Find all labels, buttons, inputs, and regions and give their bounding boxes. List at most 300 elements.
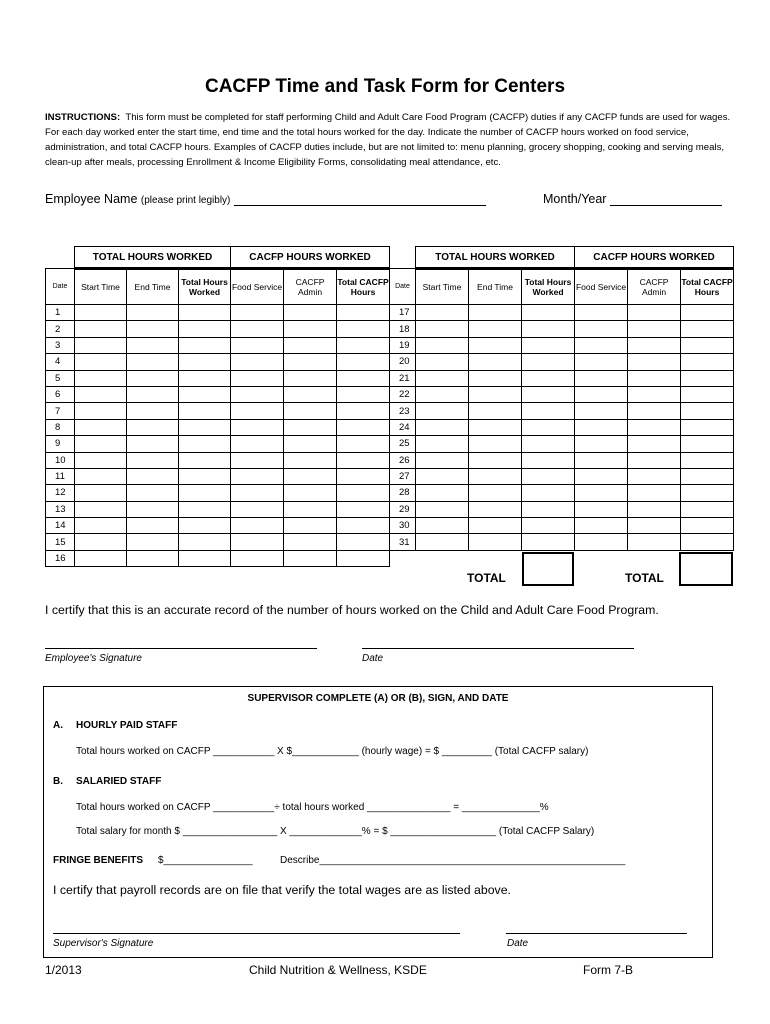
total-cacfp-label: TOTAL (625, 571, 664, 585)
day-number: 14 (46, 518, 75, 534)
total-cacfp-cell[interactable] (681, 337, 734, 353)
total-hours-cell[interactable] (522, 468, 575, 484)
cacfp-admin-cell[interactable] (284, 370, 337, 386)
fringe-benefits-label: FRINGE BENEFITS (53, 855, 144, 866)
day-row (46, 501, 390, 517)
employee-signature-label: Employee's Signature (45, 653, 142, 664)
day-number: 22 (390, 386, 416, 402)
day-number: 25 (390, 436, 416, 452)
payroll-certify-statement: I certify that payroll records are on file that verify the total wages are as listed above. (53, 883, 511, 897)
end-time-cell[interactable] (127, 419, 179, 435)
end-time-cell[interactable] (469, 337, 522, 353)
start-time-cell[interactable] (416, 305, 469, 321)
employee-signature-line[interactable] (45, 648, 317, 649)
total-hours-cell[interactable] (179, 354, 231, 370)
section-a-calculation[interactable]: Total hours worked on CACFP ___________ X $____________ (hourly wage) = $ _________ (Total CACFP salary) (76, 746, 589, 757)
food-service-cell[interactable] (231, 518, 284, 534)
day-number: 1 (46, 305, 75, 321)
food-service-cell[interactable] (231, 321, 284, 337)
end-time-cell[interactable] (469, 452, 522, 468)
total-cacfp-cell[interactable] (337, 403, 390, 419)
food-service-cell[interactable] (231, 468, 284, 484)
start-time-cell[interactable] (75, 305, 127, 321)
supervisor-heading: SUPERVISOR COMPLETE (A) OR (B), SIGN, AND DATE (247, 693, 509, 704)
cacfp-admin-cell[interactable] (628, 518, 681, 534)
day-row (390, 468, 734, 484)
food-service-cell[interactable] (575, 354, 628, 370)
end-time-cell[interactable] (127, 452, 179, 468)
day-number: 10 (46, 452, 75, 468)
end-time-cell[interactable] (469, 468, 522, 484)
total-hours-cell[interactable] (522, 485, 575, 501)
start-time-cell[interactable] (75, 386, 127, 402)
supervisor-signature-label: Supervisor's Signature (53, 938, 154, 949)
employee-date-label: Date (362, 653, 384, 664)
day-number: 21 (390, 370, 416, 386)
cacfp-admin-cell[interactable] (628, 534, 681, 550)
food-service-cell[interactable] (575, 452, 628, 468)
supervisor-date-label: Date (507, 938, 529, 949)
total-cacfp-header: Total CACFP Hours (337, 269, 390, 305)
food-service-cell[interactable] (575, 419, 628, 435)
end-time-header: End Time (469, 269, 522, 305)
total-cacfp-cell[interactable] (681, 386, 734, 402)
day-number: 13 (46, 501, 75, 517)
section-a-letter: A. (53, 720, 63, 731)
start-time-cell[interactable] (75, 403, 127, 419)
cacfp-admin-cell[interactable] (628, 501, 681, 517)
total-hours-cell[interactable] (522, 305, 575, 321)
total-hours-cell[interactable] (522, 518, 575, 534)
day-row (390, 305, 734, 321)
total-hours-label: TOTAL (467, 571, 506, 585)
total-cacfp-cell[interactable] (681, 534, 734, 550)
cacfp-admin-cell[interactable] (284, 550, 337, 566)
cacfp-admin-cell[interactable] (284, 501, 337, 517)
food-service-cell[interactable] (231, 436, 284, 452)
food-service-header: Food Service (231, 269, 284, 305)
day-number: 16 (46, 550, 75, 566)
end-time-cell[interactable] (469, 354, 522, 370)
day-number: 28 (390, 485, 416, 501)
food-service-cell[interactable] (231, 550, 284, 566)
total-hours-cell[interactable] (522, 452, 575, 468)
food-service-cell[interactable] (231, 501, 284, 517)
cacfp-admin-cell[interactable] (284, 534, 337, 550)
footer-date: 1/2013 (45, 963, 82, 977)
day-number: 31 (390, 534, 416, 550)
end-time-cell[interactable] (127, 518, 179, 534)
start-time-header: Start Time (416, 269, 469, 305)
start-time-cell[interactable] (75, 468, 127, 484)
total-cacfp-cell[interactable] (337, 419, 390, 435)
total-cacfp-cell[interactable] (337, 518, 390, 534)
start-time-cell[interactable] (75, 534, 127, 550)
cacfp-admin-cell[interactable] (628, 468, 681, 484)
day-number: 4 (46, 354, 75, 370)
day-row (46, 321, 390, 337)
total-hours-cell[interactable] (522, 419, 575, 435)
total-hours-cell[interactable] (179, 436, 231, 452)
food-service-cell[interactable] (231, 354, 284, 370)
start-time-cell[interactable] (75, 518, 127, 534)
food-service-header: Food Service (575, 269, 628, 305)
end-time-cell[interactable] (469, 485, 522, 501)
day-row (46, 452, 390, 468)
food-service-cell[interactable] (575, 501, 628, 517)
employee-name-hint: (please print legibly) (140, 195, 231, 206)
cacfp-admin-header: CACFP Admin (628, 269, 681, 305)
total-hours-cell[interactable] (179, 452, 231, 468)
cacfp-admin-cell[interactable] (628, 337, 681, 353)
total-hours-cell[interactable] (179, 534, 231, 550)
day-number: 5 (46, 370, 75, 386)
day-number: 27 (390, 468, 416, 484)
total-cacfp-cell[interactable] (681, 419, 734, 435)
cacfp-admin-cell[interactable] (628, 419, 681, 435)
form-title: CACFP Time and Task Form for Centers (204, 76, 566, 97)
total-hours-header: Total Hours Worked (179, 269, 231, 305)
day-row (46, 354, 390, 370)
total-hours-cell[interactable] (179, 386, 231, 402)
day-row (390, 452, 734, 468)
start-time-cell[interactable] (416, 370, 469, 386)
cacfp-admin-cell[interactable] (628, 485, 681, 501)
end-time-cell[interactable] (127, 403, 179, 419)
end-time-cell[interactable] (469, 370, 522, 386)
end-time-cell[interactable] (127, 485, 179, 501)
certify-statement: I certify that this is an accurate record of the number of hours worked on the Child and Adult Care Food Program. (45, 603, 659, 617)
total-hours-cell[interactable] (179, 403, 231, 419)
total-cacfp-cell[interactable] (337, 337, 390, 353)
total-hours-cell[interactable] (179, 321, 231, 337)
month-year-field[interactable] (610, 193, 722, 206)
cacfp-admin-cell[interactable] (628, 321, 681, 337)
total-cacfp-cell[interactable] (337, 305, 390, 321)
food-service-cell[interactable] (231, 485, 284, 501)
food-service-cell[interactable] (231, 337, 284, 353)
day-row (46, 518, 390, 534)
start-time-cell[interactable] (75, 354, 127, 370)
day-row (390, 321, 734, 337)
start-time-cell[interactable] (75, 485, 127, 501)
day-number: 18 (390, 321, 416, 337)
food-service-cell[interactable] (231, 305, 284, 321)
day-number: 9 (46, 436, 75, 452)
total-hours-cell[interactable] (522, 386, 575, 402)
day-number: 19 (390, 337, 416, 353)
total-hours-cell[interactable] (522, 337, 575, 353)
date-col-header: Date (46, 269, 75, 305)
date-col-header: Date (390, 269, 416, 305)
food-service-cell[interactable] (231, 534, 284, 550)
total-cacfp-cell[interactable] (337, 485, 390, 501)
employee-name-field[interactable] (234, 193, 486, 206)
total-hours-cell[interactable] (179, 370, 231, 386)
employee-date-line[interactable] (362, 648, 634, 649)
hours-table-left (45, 246, 390, 567)
cacfp-admin-cell[interactable] (284, 485, 337, 501)
day-number: 6 (46, 386, 75, 402)
supervisor-signature-line[interactable] (53, 933, 460, 934)
total-cacfp-cell[interactable] (337, 436, 390, 452)
day-row (46, 305, 390, 321)
end-time-cell[interactable] (469, 501, 522, 517)
end-time-cell[interactable] (127, 436, 179, 452)
cacfp-admin-cell[interactable] (284, 305, 337, 321)
food-service-cell[interactable] (231, 419, 284, 435)
food-service-cell[interactable] (575, 386, 628, 402)
food-service-cell[interactable] (231, 370, 284, 386)
food-service-cell[interactable] (575, 468, 628, 484)
cacfp-admin-cell[interactable] (628, 436, 681, 452)
instructions (45, 110, 735, 170)
day-row (46, 370, 390, 386)
total-hours-cell[interactable] (179, 518, 231, 534)
cacfp-admin-cell[interactable] (284, 436, 337, 452)
day-number: 20 (390, 354, 416, 370)
section-b-title: SALARIED STAFF (76, 776, 162, 787)
cacfp-admin-cell[interactable] (628, 386, 681, 402)
start-time-cell[interactable] (75, 550, 127, 566)
total-hours-cell[interactable] (522, 436, 575, 452)
day-number: 7 (46, 403, 75, 419)
start-time-cell[interactable] (416, 501, 469, 517)
end-time-cell[interactable] (127, 321, 179, 337)
start-time-cell[interactable] (416, 436, 469, 452)
food-service-cell[interactable] (575, 370, 628, 386)
day-number: 2 (46, 321, 75, 337)
food-service-cell[interactable] (575, 305, 628, 321)
day-row (390, 419, 734, 435)
start-time-cell[interactable] (416, 321, 469, 337)
end-time-cell[interactable] (127, 386, 179, 402)
section-b-hours-calculation[interactable]: Total hours worked on CACFP ___________÷ total hours worked _______________ = ______________% (76, 802, 549, 813)
day-row (390, 485, 734, 501)
start-time-header: Start Time (75, 269, 127, 305)
start-time-cell[interactable] (75, 337, 127, 353)
total-cacfp-cell[interactable] (337, 386, 390, 402)
end-time-header: End Time (127, 269, 179, 305)
start-time-cell[interactable] (416, 452, 469, 468)
day-number: 15 (46, 534, 75, 550)
day-row (46, 386, 390, 402)
employee-name-row (45, 192, 486, 206)
total-hours-cell[interactable] (179, 550, 231, 566)
total-cacfp-cell[interactable] (681, 518, 734, 534)
total-cacfp-cell[interactable] (337, 534, 390, 550)
food-service-cell[interactable] (575, 534, 628, 550)
footer-org: Child Nutrition & Wellness, KSDE (249, 963, 427, 977)
end-time-cell[interactable] (469, 305, 522, 321)
total-hours-cell[interactable] (179, 419, 231, 435)
end-time-cell[interactable] (127, 354, 179, 370)
total-hours-cell[interactable] (179, 501, 231, 517)
day-row (390, 403, 734, 419)
total-cacfp-cell[interactable] (681, 354, 734, 370)
day-row (390, 337, 734, 353)
total-cacfp-cell[interactable] (681, 321, 734, 337)
day-row (46, 485, 390, 501)
cacfp-admin-cell[interactable] (628, 452, 681, 468)
start-time-cell[interactable] (75, 370, 127, 386)
cacfp-admin-cell[interactable] (284, 337, 337, 353)
group-cacfp-hours-header: CACFP HOURS WORKED (231, 247, 390, 269)
group-total-hours-header: TOTAL HOURS WORKED (416, 247, 575, 269)
day-number: 8 (46, 419, 75, 435)
cacfp-admin-cell[interactable] (284, 354, 337, 370)
food-service-cell[interactable] (575, 321, 628, 337)
total-hours-cell[interactable] (522, 370, 575, 386)
cacfp-admin-cell[interactable] (284, 321, 337, 337)
end-time-cell[interactable] (469, 419, 522, 435)
total-cacfp-cell[interactable] (337, 452, 390, 468)
start-time-cell[interactable] (416, 534, 469, 550)
total-cacfp-box[interactable] (679, 552, 733, 586)
total-cacfp-cell[interactable] (681, 370, 734, 386)
describe-field[interactable]: Describe_______________________________________________________ (280, 855, 626, 866)
total-hours-cell[interactable] (522, 534, 575, 550)
cacfp-admin-cell[interactable] (628, 403, 681, 419)
total-hours-cell[interactable] (179, 468, 231, 484)
group-cacfp-hours-header: CACFP HOURS WORKED (575, 247, 734, 269)
day-row (46, 337, 390, 353)
food-service-cell[interactable] (231, 452, 284, 468)
day-number: 23 (390, 403, 416, 419)
start-time-cell[interactable] (75, 419, 127, 435)
instructions-label: INSTRUCTIONS: (45, 112, 121, 123)
end-time-cell[interactable] (127, 370, 179, 386)
cacfp-admin-cell[interactable] (284, 386, 337, 402)
month-year-label: Month/Year (543, 192, 607, 206)
food-service-cell[interactable] (575, 337, 628, 353)
total-cacfp-cell[interactable] (681, 452, 734, 468)
total-cacfp-cell[interactable] (681, 485, 734, 501)
section-b-salary-calculation[interactable]: Total salary for month $ _________________ X _____________% = $ ___________________ (Total CACFP Salary) (76, 826, 595, 837)
end-time-cell[interactable] (469, 436, 522, 452)
end-time-cell[interactable] (469, 534, 522, 550)
day-row (390, 501, 734, 517)
total-hours-cell[interactable] (522, 354, 575, 370)
end-time-cell[interactable] (127, 501, 179, 517)
total-cacfp-header: Total CACFP Hours (681, 269, 734, 305)
day-number: 30 (390, 518, 416, 534)
group-total-hours-header: TOTAL HOURS WORKED (75, 247, 231, 269)
food-service-cell[interactable] (575, 436, 628, 452)
start-time-cell[interactable] (75, 436, 127, 452)
start-time-cell[interactable] (416, 337, 469, 353)
total-hours-cell[interactable] (179, 305, 231, 321)
day-row (390, 386, 734, 402)
total-cacfp-cell[interactable] (337, 550, 390, 566)
fringe-benefits-field[interactable]: $________________ (158, 855, 253, 866)
total-cacfp-cell[interactable] (681, 468, 734, 484)
total-hours-cell[interactable] (522, 321, 575, 337)
end-time-cell[interactable] (469, 403, 522, 419)
total-hours-cell[interactable] (179, 337, 231, 353)
supervisor-date-line[interactable] (506, 933, 687, 934)
end-time-cell[interactable] (469, 518, 522, 534)
day-number: 12 (46, 485, 75, 501)
start-time-cell[interactable] (416, 518, 469, 534)
day-row (390, 354, 734, 370)
start-time-cell[interactable] (75, 452, 127, 468)
food-service-cell[interactable] (231, 386, 284, 402)
day-row (46, 550, 390, 566)
total-cacfp-cell[interactable] (337, 468, 390, 484)
day-row (46, 403, 390, 419)
day-row (46, 534, 390, 550)
start-time-cell[interactable] (416, 468, 469, 484)
total-hours-cell[interactable] (179, 485, 231, 501)
food-service-cell[interactable] (231, 403, 284, 419)
start-time-cell[interactable] (75, 501, 127, 517)
total-cacfp-cell[interactable] (681, 403, 734, 419)
start-time-cell[interactable] (416, 485, 469, 501)
footer-form-number: Form 7-B (583, 963, 634, 977)
employee-name-label: Employee Name (45, 192, 138, 206)
cacfp-admin-cell[interactable] (284, 518, 337, 534)
day-row (390, 518, 734, 534)
hours-table-right (389, 246, 734, 551)
end-time-cell[interactable] (469, 386, 522, 402)
end-time-cell[interactable] (127, 468, 179, 484)
cacfp-admin-cell[interactable] (628, 305, 681, 321)
day-number: 26 (390, 452, 416, 468)
instructions-text: This form must be completed for staff performing Child and Adult Care Food Program (CACFP) duties if any CACFP funds are used for wages. For each day worked enter the start time, end time and the total hours worked for the day. Indicate the number of CACFP hours worked on food service, administration, and total CACFP hours. Examples of CACFP duties include, but are not limited to: menu planning, grocery shopping, cooking and serving meals, clean-up after meals, processing Enrollment & Income Eligibility Forms, consolidating meal attendance, etc. (45, 112, 731, 168)
total-cacfp-cell[interactable] (681, 305, 734, 321)
total-cacfp-cell[interactable] (681, 436, 734, 452)
total-cacfp-cell[interactable] (337, 354, 390, 370)
total-hours-cell[interactable] (522, 403, 575, 419)
end-time-cell[interactable] (127, 534, 179, 550)
start-time-cell[interactable] (416, 419, 469, 435)
total-cacfp-cell[interactable] (337, 501, 390, 517)
total-cacfp-cell[interactable] (337, 370, 390, 386)
cacfp-admin-cell[interactable] (284, 419, 337, 435)
day-number: 29 (390, 501, 416, 517)
total-hours-header: Total Hours Worked (522, 269, 575, 305)
day-row (390, 436, 734, 452)
total-hours-cell[interactable] (522, 501, 575, 517)
day-row (46, 468, 390, 484)
food-service-cell[interactable] (575, 518, 628, 534)
food-service-cell[interactable] (575, 403, 628, 419)
total-cacfp-cell[interactable] (681, 501, 734, 517)
cacfp-admin-cell[interactable] (284, 468, 337, 484)
start-time-cell[interactable] (75, 321, 127, 337)
end-time-cell[interactable] (469, 321, 522, 337)
day-row (46, 419, 390, 435)
cacfp-admin-cell[interactable] (284, 452, 337, 468)
start-time-cell[interactable] (416, 403, 469, 419)
day-number: 3 (46, 337, 75, 353)
end-time-cell[interactable] (127, 550, 179, 566)
food-service-cell[interactable] (575, 485, 628, 501)
day-row (390, 370, 734, 386)
day-row (46, 436, 390, 452)
cacfp-admin-cell[interactable] (628, 354, 681, 370)
total-cacfp-cell[interactable] (337, 321, 390, 337)
total-hours-box[interactable] (522, 552, 574, 586)
end-time-cell[interactable] (127, 305, 179, 321)
cacfp-admin-cell[interactable] (628, 370, 681, 386)
cacfp-admin-cell[interactable] (284, 403, 337, 419)
start-time-cell[interactable] (416, 354, 469, 370)
start-time-cell[interactable] (416, 386, 469, 402)
end-time-cell[interactable] (127, 337, 179, 353)
section-a-title: HOURLY PAID STAFF (76, 720, 178, 731)
